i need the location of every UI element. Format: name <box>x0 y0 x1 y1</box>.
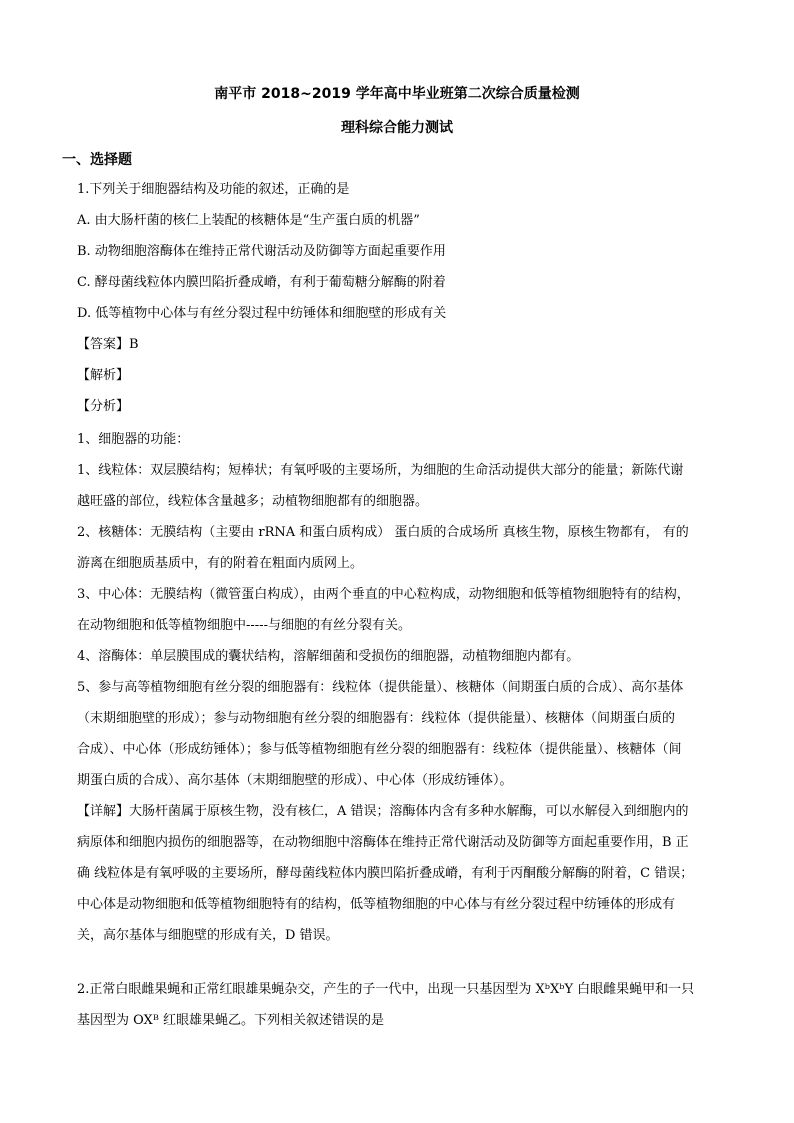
detail-line: 【详解】大肠杆菌属于原核生物，没有核仁，A 错误；溶酶体内含有多种水解酶，可以水解侵入到细胞内的 <box>77 804 689 819</box>
analysis-line: 3、中心体：无膜结构（微管蛋白构成），由两个垂直的中心粒构成，动物细胞和低等植物细胞特有的结构， <box>77 587 690 602</box>
jiexi-label: 【解析】 <box>77 368 130 383</box>
detail-line: 关，高尔基体与细胞壁的形成有关，D 错误。 <box>77 928 339 943</box>
analysis-line: 2、核糖体：无膜结构（主要由 rRNA 和蛋白质构成） 蛋白质的合成场所 真核生物，原核生物都有， 有的 <box>77 525 689 540</box>
analysis-line: 5、参与高等植物细胞有丝分裂的细胞器有：线粒体（提供能量）、核糖体（间期蛋白质的合成）、高尔基体 <box>77 680 684 695</box>
detail-line: 确 线粒体是有氧呼吸的主要场所，酵母菌线粒体内膜凹陷折叠成嵴，有利于丙酮酸分解酶的附着，C 错误； <box>77 866 694 881</box>
detail-line: 中心体是动物细胞和低等植物细胞特有的结构，低等植物细胞的中心体与有丝分裂过程中纺锤体的形成有 <box>77 897 676 912</box>
page-title: 南平市 2018~2019 学年高中毕业班第二次综合质量检测 <box>214 86 580 102</box>
section-heading: 一、选择题 <box>62 152 132 168</box>
question1-stem: 1.下列关于细胞器结构及功能的叙述，正确的是 <box>77 182 350 197</box>
question1-option-d: D. 低等植物中心体与有丝分裂过程中纺锤体和细胞壁的形成有关 <box>77 306 447 321</box>
analysis-line: 期蛋白质的合成）、高尔基体（末期细胞壁的形成）、中心体（形成纺锤体）。 <box>77 773 513 788</box>
analysis-line: （末期细胞壁的形成）；参与动物细胞有丝分裂的细胞器有：线粒体（提供能量）、核糖体（间期蛋白质的 <box>77 711 676 726</box>
detail-line: 病原体和细胞内损伤的细胞器等，在动物细胞中溶酶体在维持正常代谢活动及防御等方面起重要作用，B 正 <box>77 835 689 850</box>
analysis-line: 在动物细胞和低等植物细胞中-----与细胞的有丝分裂有关。 <box>77 618 411 633</box>
analysis-line: 1、细胞器的功能： <box>77 432 190 447</box>
analysis-line: 游离在细胞质基质中，有的附着在粗面内质网上。 <box>77 556 364 571</box>
analysis-line: 合成）、中心体（形成纺锤体）；参与低等植物细胞有丝分裂的细胞器有：线粒体（提供能量）、核糖体（间 <box>77 742 682 757</box>
question1-option-a: A. 由大肠杆菌的核仁上装配的核糖体是“生产蛋白质的机器” <box>77 213 420 228</box>
analysis-line: 4、溶酶体：单层膜围成的囊状结构，溶解细菌和受损伤的细胞器，动植物细胞内都有。 <box>77 649 580 664</box>
question1-option-c: C. 酵母菌线粒体内膜凹陷折叠成嵴，有利于葡萄糖分解酶的附着 <box>77 275 446 290</box>
question1-option-b: B. 动物细胞溶酶体在维持正常代谢活动及防御等方面起重要作用 <box>77 244 446 259</box>
question2-line: 2.正常白眼雌果蝇和正常红眼雄果蝇杂交，产生的子一代中，出现一只基因型为 XᵇXᵇY 白眼雌果蝇甲和一只 <box>77 982 695 997</box>
fenxi-label: 【分析】 <box>77 399 130 414</box>
page-subtitle: 理科综合能力测试 <box>341 120 453 136</box>
answer-label: 【答案】B <box>77 337 139 352</box>
question2-line: 基因型为 OXᴮ 红眼雄果蝇乙。下列相关叙述错误的是 <box>77 1013 384 1028</box>
analysis-line: 1、线粒体：双层膜结构；短棒状；有氧呼吸的主要场所，为细胞的生命活动提供大部分的能量；新陈代谢 <box>77 463 684 478</box>
analysis-line: 越旺盛的部位，线粒体含量越多；动植物细胞都有的细胞器。 <box>77 494 429 509</box>
